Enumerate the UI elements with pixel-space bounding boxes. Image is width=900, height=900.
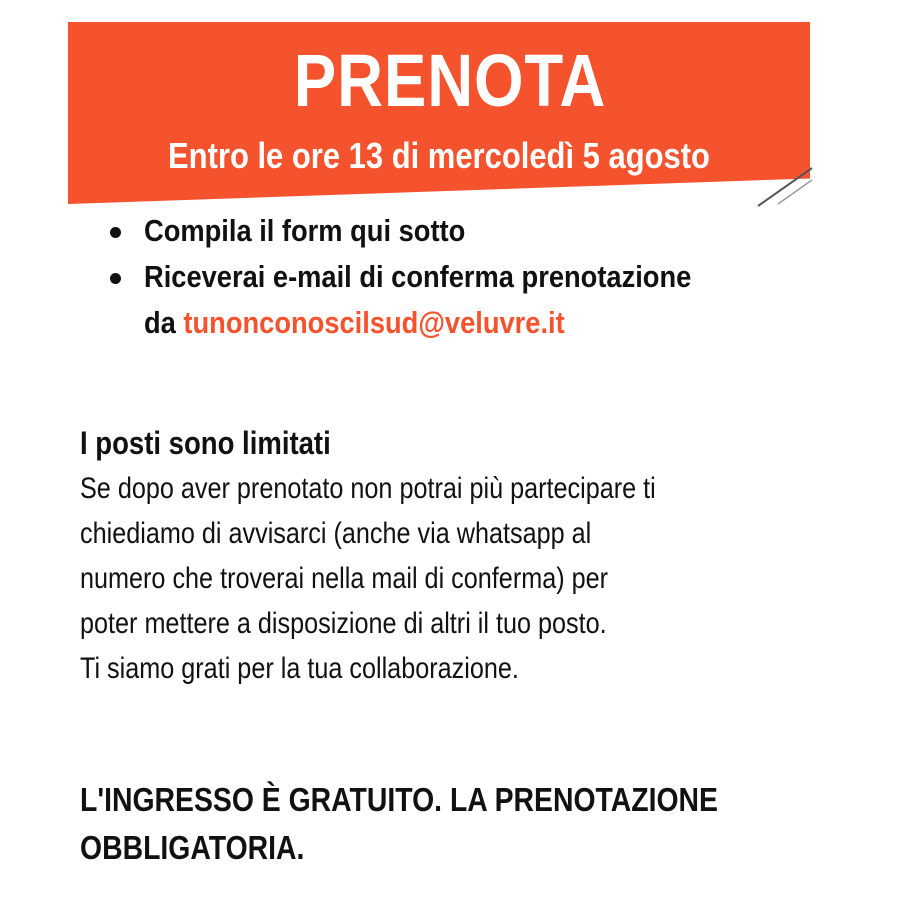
list-item bbox=[100, 208, 860, 254]
notice-line: poter mettere a disposizione di altri il tuo posto. bbox=[80, 607, 607, 640]
instructions-list bbox=[100, 208, 860, 346]
banner-title: PRENOTA bbox=[293, 39, 607, 122]
notice-line: chiediamo di avvisarci (anche via whatsapp al bbox=[80, 517, 592, 550]
instruction-confirmation: Riceverai e-mail di conferma prenotazione bbox=[144, 259, 692, 294]
notice-heading: I posti sono limitati bbox=[80, 425, 331, 461]
email-link[interactable]: tunonconoscilsud@veluvre.it bbox=[183, 305, 565, 340]
notice-line: Ti siamo grati per la tua collaborazione. bbox=[80, 652, 519, 685]
bullet-icon bbox=[110, 227, 121, 238]
instruction-fill-form: Compila il form qui sotto bbox=[144, 213, 466, 248]
entry-notice-line: L'INGRESSO È GRATUITO. LA PRENOTAZIONE bbox=[80, 781, 718, 818]
confirmation-sender bbox=[144, 300, 565, 346]
notice-section bbox=[80, 420, 860, 691]
notice-line: numero che troverai nella mail di conferma) per bbox=[80, 562, 609, 595]
entry-notice bbox=[80, 776, 880, 872]
banner-subtitle: Entro le ore 13 di mercoledì 5 agosto bbox=[168, 135, 710, 176]
notice-line: Se dopo aver prenotato non potrai più partecipare ti bbox=[80, 472, 656, 505]
entry-notice-line: OBBLIGATORIA. bbox=[80, 829, 305, 866]
sender-prefix: da bbox=[144, 305, 184, 340]
bullet-icon bbox=[110, 273, 121, 284]
list-item bbox=[100, 254, 860, 346]
